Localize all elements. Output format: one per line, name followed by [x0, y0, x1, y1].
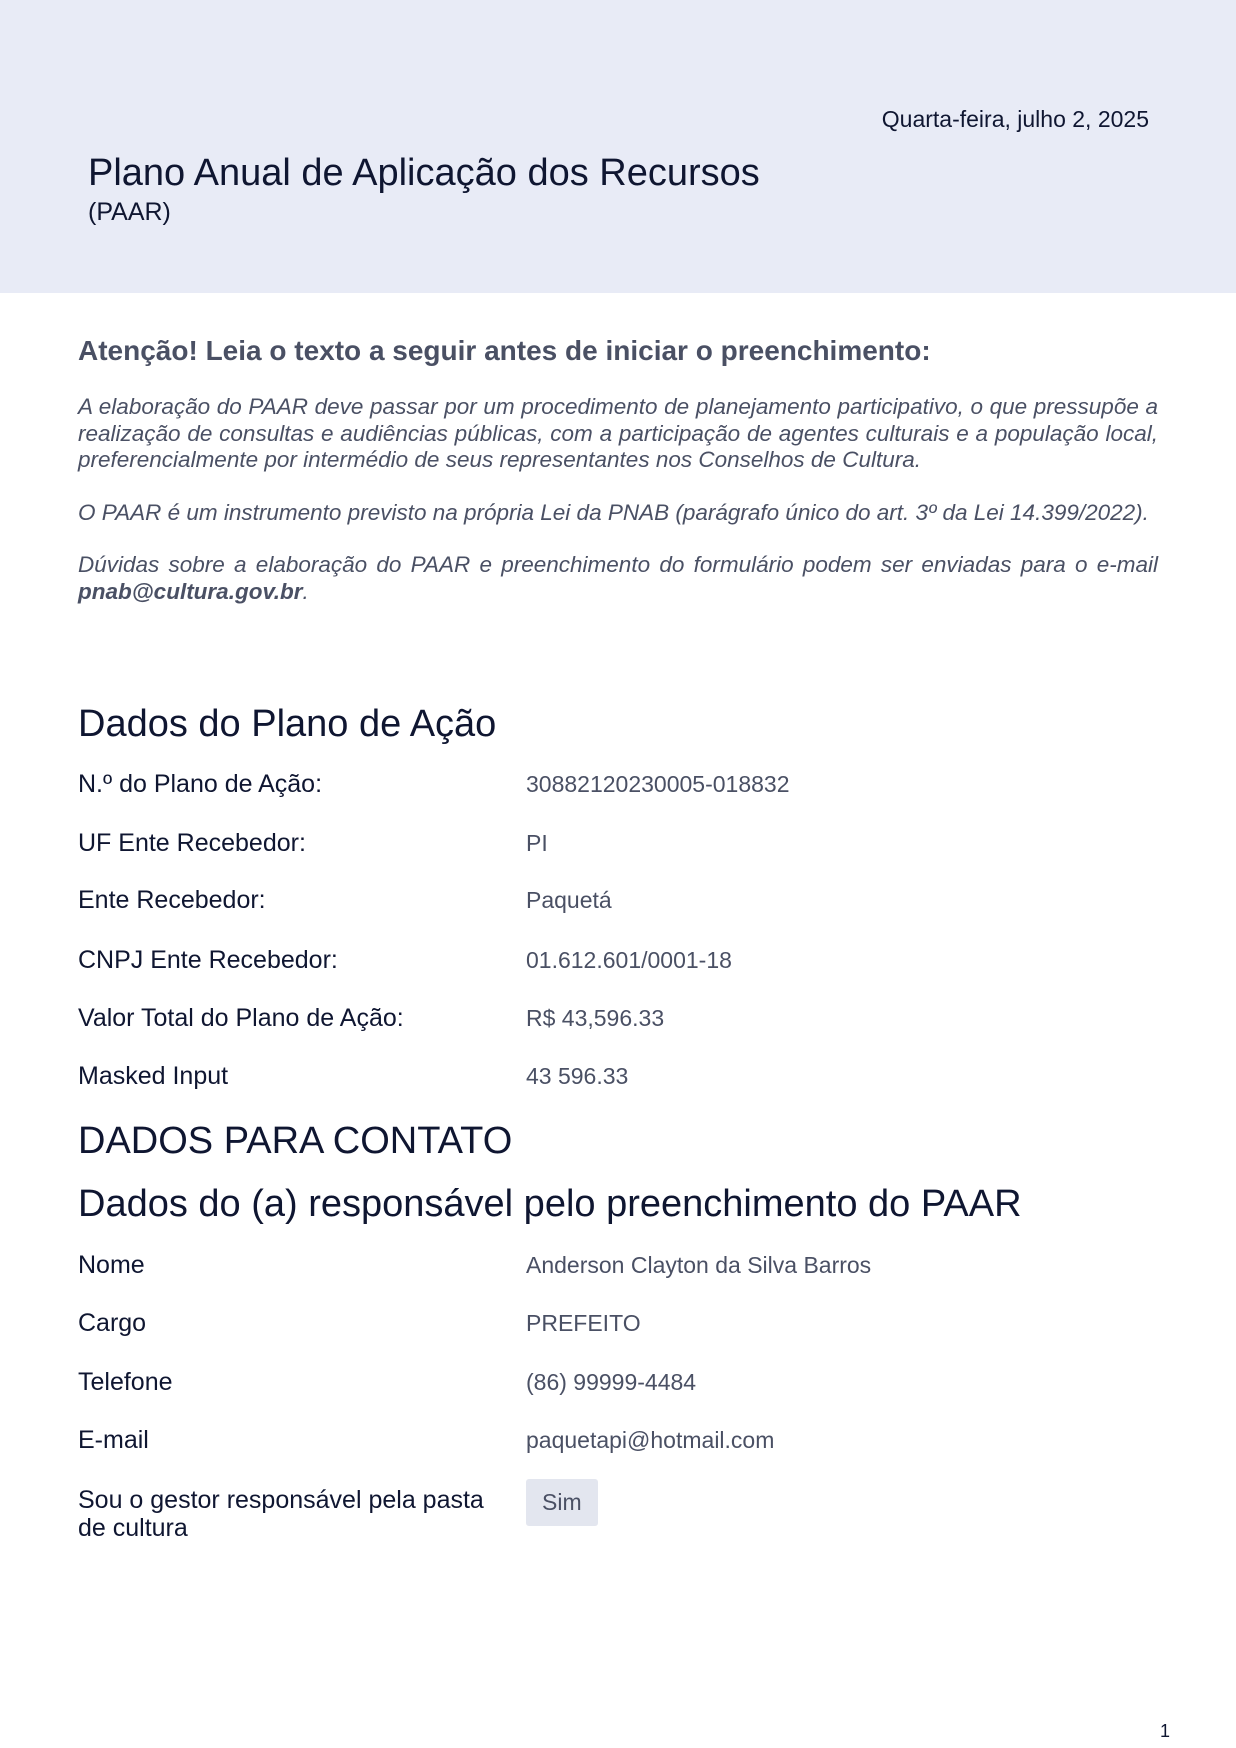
field-value: Anderson Clayton da Silva Barros [526, 1252, 872, 1278]
contact-email-link[interactable]: pnab@cultura.gov.br [78, 578, 303, 604]
field-value: paquetapi@hotmail.com [526, 1427, 775, 1453]
field-label: CNPJ Ente Recebedor: [78, 946, 338, 974]
field-label: N.º do Plano de Ação: [78, 770, 323, 798]
field-label: Cargo [78, 1309, 147, 1337]
plano-section-title: Dados do Plano de Ação [78, 703, 497, 745]
notice-paragraph-3-end: . [302, 578, 309, 604]
notice-paragraph-3-text: Dúvidas sobre a elaboração do PAAR e preenchimento do formulário podem ser enviadas para o e-mail [78, 552, 1158, 577]
gestor-field-row [78, 1486, 1158, 1546]
field-value: (86) 99999-4484 [526, 1369, 697, 1395]
field-value: 30882120230005-018832 [526, 771, 790, 797]
field-value: PREFEITO [526, 1310, 641, 1336]
notice-paragraph-1: A elaboração do PAAR deve passar por um procedimento de planejamento participativo, o que pressupõe a realização de consultas e audiências públicas, com a participação de agentes culturais e a população local, preferencialmente por intermédio de seus representantes nos Conselhos de Cultura. [78, 394, 1158, 472]
notice-heading: Atenção! Leia o texto a seguir antes de iniciar o preenchimento: [78, 335, 931, 366]
gestor-value-badge: Sim [526, 1479, 598, 1526]
field-value: PI [526, 830, 548, 856]
contato-section-subtitle: Dados do (a) responsável pelo preenchimento do PAAR [78, 1183, 1022, 1225]
document-title: Plano Anual de Aplicação dos Recursos [88, 152, 760, 194]
field-label: UF Ente Recebedor: [78, 829, 306, 857]
gestor-label: Sou o gestor responsável pela pasta de cultura [78, 1486, 484, 1542]
field-label: Masked Input [78, 1062, 229, 1090]
field-label: Valor Total do Plano de Ação: [78, 1004, 404, 1032]
plano-field-row [78, 946, 1158, 986]
document-date: Quarta-feira, julho 2, 2025 [881, 106, 1149, 132]
field-value: R$ 43,596.33 [526, 1005, 665, 1031]
notice-paragraph-3 [78, 552, 1158, 605]
plano-field-row [78, 829, 1158, 869]
notice-paragraph-2: O PAAR é um instrumento previsto na própria Lei da PNAB (parágrafo único do art. 3º da Lei 14.399/2022). [78, 499, 1149, 525]
field-value: 43 596.33 [526, 1063, 629, 1089]
plano-field-row [78, 886, 1158, 926]
field-value: 01.612.601/0001-18 [526, 947, 732, 973]
plano-field-row [78, 770, 1158, 810]
contato-field-row [78, 1426, 1158, 1466]
page-number: 1 [1159, 1721, 1170, 1741]
plano-field-row [78, 1062, 1158, 1102]
header-banner [0, 0, 1236, 293]
plano-field-row [78, 1004, 1158, 1044]
field-value: Paquetá [526, 887, 612, 913]
field-label: Ente Recebedor: [78, 886, 266, 914]
contato-field-row [78, 1251, 1158, 1291]
field-label: Telefone [78, 1368, 173, 1396]
contato-field-row [78, 1368, 1158, 1408]
attention-notice [78, 332, 1158, 631]
contato-field-row [78, 1309, 1158, 1349]
field-label: E-mail [78, 1426, 149, 1454]
document-subtitle: (PAAR) [88, 198, 171, 226]
contato-section-title: DADOS PARA CONTATO [78, 1120, 513, 1162]
field-label: Nome [78, 1251, 145, 1279]
